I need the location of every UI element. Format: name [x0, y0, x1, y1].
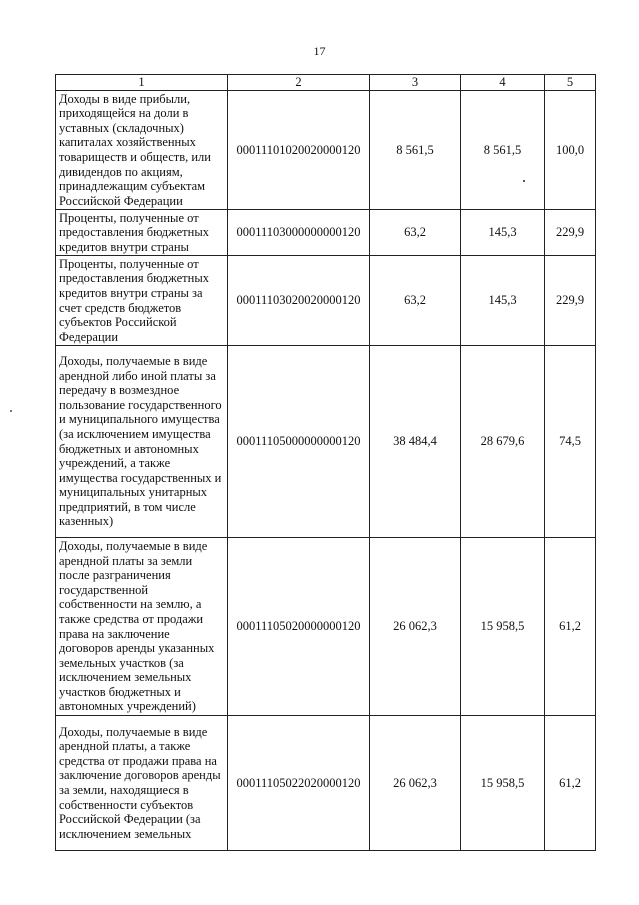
value-col3: 63,2 [370, 256, 461, 346]
budget-code: 00011105022020000120 [228, 716, 370, 851]
table-header-row [56, 75, 596, 91]
value-col4: 8 561,5 [461, 91, 545, 210]
revenue-name: Доходы, получаемые в виде арендной платы за земли после разграничения государственной собственности на землю, а также средства от продажи права на заключение договоров аренды указанных земельных участков (за исключением земельных участков бюджетных и автономных учреждений) [56, 538, 228, 716]
page-number: 17 [313, 44, 326, 58]
value-col4: 15 958,5 [461, 716, 545, 851]
value-col3: 8 561,5 [370, 91, 461, 210]
budget-code: 00011103020020000120 [228, 256, 370, 346]
value-col5: 229,9 [545, 210, 596, 256]
scan-speck [10, 410, 12, 412]
revenue-name: Проценты, полученные от предоставления бюджетных кредитов внутри страны [56, 210, 228, 256]
budget-code: 00011103000000000120 [228, 210, 370, 256]
value-col5: 61,2 [545, 538, 596, 716]
table-row [56, 346, 596, 538]
table-row [56, 210, 596, 256]
value-col3: 63,2 [370, 210, 461, 256]
table-row [56, 538, 596, 716]
value-col3: 26 062,3 [370, 716, 461, 851]
column-header: 2 [228, 75, 370, 91]
value-col5: 74,5 [545, 346, 596, 538]
table-row [56, 716, 596, 851]
column-header: 1 [56, 75, 228, 91]
value-col5: 229,9 [545, 256, 596, 346]
value-col4: 28 679,6 [461, 346, 545, 538]
value-col4: 15 958,5 [461, 538, 545, 716]
table-row [56, 256, 596, 346]
value-col5: 100,0 [545, 91, 596, 210]
budget-code: 00011101020020000120 [228, 91, 370, 210]
revenue-table [55, 74, 596, 851]
value-col3: 26 062,3 [370, 538, 461, 716]
revenue-name: Проценты, полученные от предоставления бюджетных кредитов внутри страны за счет средств бюджетов субъектов Российской Федерации [56, 256, 228, 346]
value-col5: 61,2 [545, 716, 596, 851]
value-col4: 145,3 [461, 210, 545, 256]
column-header: 4 [461, 75, 545, 91]
budget-code: 00011105000000000120 [228, 346, 370, 538]
revenue-name: Доходы, получаемые в виде арендной либо иной платы за передачу в возмездное пользование государственного и муниципального имущества (за исключением имущества бюджетных и автономных учреждений, а также имущества государственных и муниципальных унитарных предприятий, в том числе казенных) [56, 346, 228, 538]
revenue-name: Доходы, получаемые в виде арендной платы, а также средства от продажи права на заключение договоров аренды за земли, находящиеся в собственности субъектов Российской Федерации (за исключением земельных [56, 716, 228, 851]
column-header: 3 [370, 75, 461, 91]
budget-code: 00011105020000000120 [228, 538, 370, 716]
value-col4: 145,3 [461, 256, 545, 346]
revenue-name: Доходы в виде прибыли, приходящейся на доли в уставных (складочных) капиталах хозяйственных товариществ и обществ, или дивидендов по акциям, принадлежащим субъектам Российской Федерации [56, 91, 228, 210]
value-col3: 38 484,4 [370, 346, 461, 538]
column-header: 5 [545, 75, 596, 91]
table-row [56, 91, 596, 210]
